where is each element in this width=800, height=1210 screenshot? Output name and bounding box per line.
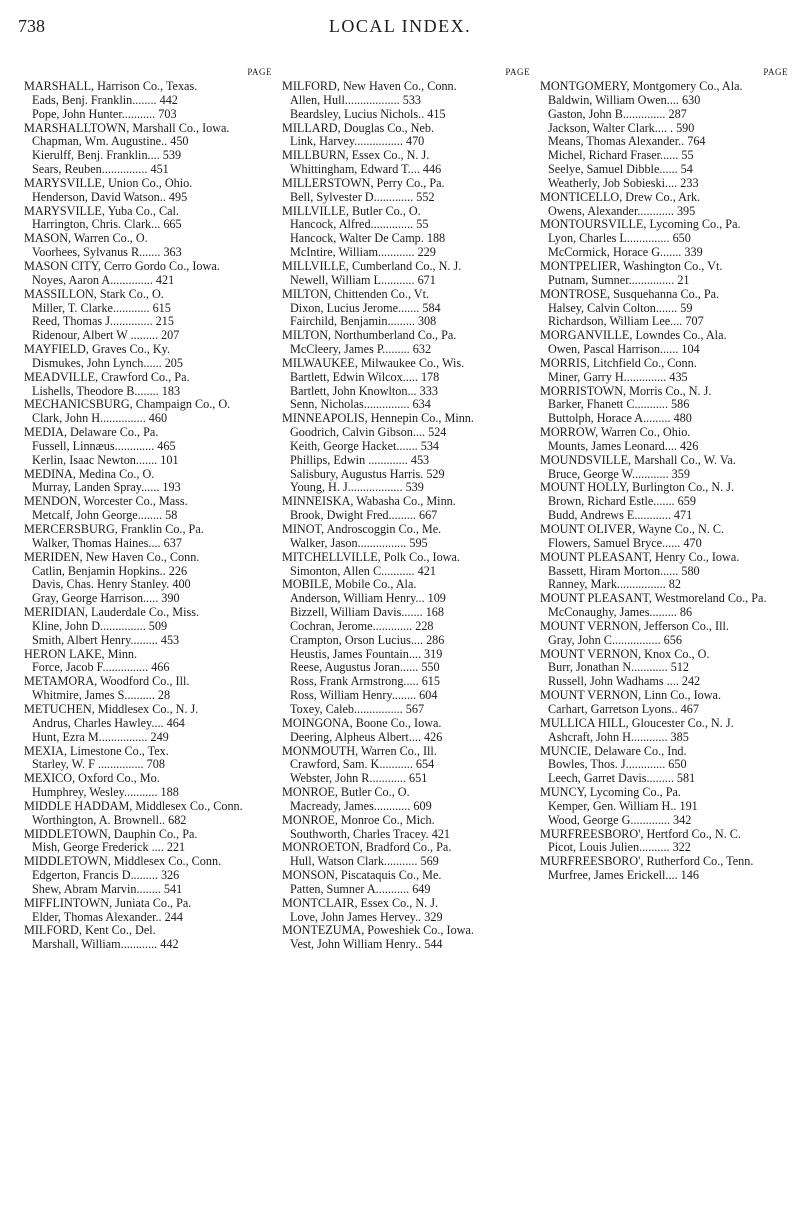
index-entry: Kierulff, Benj. Franklin.... 539 <box>32 148 182 163</box>
index-entry: Pope, John Hunter........... 703 <box>32 106 177 121</box>
index-entry: Gray, John C................ 656 <box>548 632 682 647</box>
index-entry: Dismukes, John Lynch...... 205 <box>32 355 183 370</box>
place-heading: MARSHALL, Harrison Co., Texas. <box>24 79 198 93</box>
place-heading: MEADVILLE, Crawford Co., Pa. <box>24 369 190 384</box>
place-heading: MOBILE, Mobile Co., Ala. <box>282 577 417 592</box>
index-entry: Picot, Louis Julien.......... 322 <box>548 840 691 855</box>
index-entry: Marshall, William............ 442 <box>32 937 179 952</box>
index-entry: Henderson, David Watson.. 495 <box>32 189 188 204</box>
index-entry: Clark, John H............... 460 <box>32 411 168 426</box>
index-entry: Macready, James............ 609 <box>290 798 432 813</box>
place-heading: MIDDLETOWN, Middlesex Co., Conn. <box>24 854 222 869</box>
index-entry: Bassett, Hiram Morton...... 580 <box>548 563 700 578</box>
place-heading: MILLBURN, Essex Co., N. J. <box>282 148 430 163</box>
index-entry: Means, Thomas Alexander.. 764 <box>548 134 706 149</box>
place-heading: MERIDEN, New Haven Co., Conn. <box>24 549 200 564</box>
place-heading: MASSILLON, Stark Co., O. <box>24 286 164 301</box>
index-entry: Metcalf, John George........ 58 <box>32 508 178 523</box>
index-entry: Humphrey, Wesley........... 188 <box>32 785 179 800</box>
column-heading: PAGE <box>247 67 272 77</box>
index-entry: Brown, Richard Estle....... 659 <box>548 494 696 509</box>
place-heading: MILTON, Northumberland Co., Pa. <box>282 328 457 343</box>
index-entry: McIntire, William............ 229 <box>290 245 436 260</box>
index-entry: Keith, George Hacket....... 534 <box>290 438 440 453</box>
index-entry: Putnam, Sumner............... 21 <box>548 272 690 287</box>
place-heading: MOUNT PLEASANT, Westmoreland Co., Pa. <box>540 591 767 606</box>
place-heading: MILLERSTOWN, Perry Co., Pa. <box>282 175 445 190</box>
place-heading: MORRISTOWN, Morris Co., N. J. <box>540 383 712 398</box>
column-heading: PAGE <box>763 67 788 77</box>
index-entry: Hancock, Alfred.............. 55 <box>290 217 429 232</box>
place-heading: MONTPELIER, Washington Co., Vt. <box>540 258 723 273</box>
index-entry: Hull, Watson Clark........... 569 <box>290 854 439 869</box>
index-column-2 <box>282 67 530 952</box>
index-entry: Carhart, Garretson Lyons.. 467 <box>548 701 699 716</box>
place-heading: MITCHELLVILLE, Polk Co., Iowa. <box>282 549 460 564</box>
index-entry: McCormick, Horace G....... 339 <box>548 245 703 260</box>
index-entry: Lishells, Theodore B........ 183 <box>32 383 181 398</box>
place-heading: MONROE, Monroe Co., Mich. <box>282 812 435 827</box>
index-entry: Worthington, A. Brownell.. 682 <box>32 812 187 827</box>
index-entry: Edgerton, Francis D......... 326 <box>32 868 180 883</box>
index-entry: Ross, Frank Armstrong..... 615 <box>290 674 440 689</box>
index-entry: Richardson, William Lee.... 707 <box>548 314 704 329</box>
index-entry: Senn, Nicholas............... 634 <box>290 397 431 412</box>
place-heading: MILFORD, New Haven Co., Conn. <box>282 79 457 93</box>
index-entry: Harrington, Chris. Clark... 665 <box>32 217 182 232</box>
index-entry: Starley, W. F ............... 708 <box>32 757 165 772</box>
index-entry: Young, H. J.................. 539 <box>290 480 424 495</box>
index-column-3 <box>540 67 788 883</box>
place-heading: MOUNT VERNON, Knox Co., O. <box>540 646 710 661</box>
index-entry: Murfree, James Erickell.... 146 <box>548 868 699 883</box>
index-entry: Bartlett, John Knowlton... 333 <box>290 383 438 398</box>
index-entry: Crampton, Orson Lucius.... 286 <box>290 632 445 647</box>
place-heading: MORGANVILLE, Lowndes Co., Ala. <box>540 328 727 343</box>
index-entry: Halsey, Calvin Colton....... 59 <box>548 300 693 315</box>
index-entry: Bruce, George W............ 359 <box>548 466 690 481</box>
place-heading: MONTOURSVILLE, Lycoming Co., Pa. <box>540 217 741 232</box>
index-entry: Miner, Garry H.............. 435 <box>548 369 688 384</box>
place-heading: MONTGOMERY, Montgomery Co., Ala. <box>540 79 743 93</box>
index-entry: Goodrich, Calvin Gibson.... 524 <box>290 425 447 440</box>
index-entry: Bell, Sylvester D............. 552 <box>290 189 435 204</box>
place-heading: MOINGONA, Boone Co., Iowa. <box>282 715 442 730</box>
index-entry: Chapman, Wm. Augustine.. 450 <box>32 134 189 149</box>
place-heading: MEDIA, Delaware Co., Pa. <box>24 425 159 440</box>
place-heading: MORRIS, Litchfield Co., Conn. <box>540 355 697 370</box>
place-heading: MILFORD, Kent Co., Del. <box>24 923 156 938</box>
place-heading: MONSON, Piscataquis Co., Me. <box>282 868 442 883</box>
place-heading: MEXICO, Oxford Co., Mo. <box>24 771 160 786</box>
column-heading: PAGE <box>505 67 530 77</box>
index-entry: Whittingham, Edward T.... 446 <box>290 162 442 177</box>
place-heading: MONTICELLO, Drew Co., Ark. <box>540 189 701 204</box>
index-entry: Ridenour, Albert W ......... 207 <box>32 328 180 343</box>
index-entry: Cochran, Jerome............. 228 <box>290 618 434 633</box>
index-entry: Newell, William L........... 671 <box>290 272 436 287</box>
place-heading: MERIDIAN, Lauderdale Co., Miss. <box>24 605 199 620</box>
place-heading: MAYFIELD, Graves Co., Ky. <box>24 342 171 357</box>
index-column-1 <box>24 67 272 952</box>
place-heading: MIFFLINTOWN, Juniata Co., Pa. <box>24 895 192 910</box>
place-heading: MIDDLETOWN, Dauphin Co., Pa. <box>24 826 198 841</box>
running-head: LOCAL INDEX. <box>328 16 472 36</box>
place-heading: MARSHALLTOWN, Marshall Co., Iowa. <box>24 120 230 135</box>
place-heading: MECHANICSBURG, Champaign Co., O. <box>24 397 231 412</box>
index-entry: Webster, John R............ 651 <box>290 771 428 786</box>
place-heading: MOUNDSVILLE, Marshall Co., W. Va. <box>540 452 736 467</box>
index-entry: Murray, Landen Spray...... 193 <box>32 480 181 495</box>
place-heading: MEDINA, Medina Co., O. <box>24 466 155 481</box>
place-heading: MEXIA, Limestone Co., Tex. <box>24 743 169 758</box>
index-entry: Force, Jacob F............... 466 <box>32 660 170 675</box>
index-entry: Gaston, John B.............. 287 <box>548 106 687 121</box>
place-heading: MILWAUKEE, Milwaukee Co., Wis. <box>282 355 465 370</box>
place-heading: MUNCIE, Delaware Co., Ind. <box>540 743 687 758</box>
place-heading: MERCERSBURG, Franklin Co., Pa. <box>24 522 204 536</box>
index-entry: Anderson, William Henry... 109 <box>290 591 446 606</box>
index-entry: Russell, John Wadhams .... 242 <box>548 674 701 689</box>
index-entry: Kline, John D............... 509 <box>32 618 168 633</box>
index-entry: McCleery, James P......... 632 <box>290 342 432 357</box>
place-heading: MASON, Warren Co., O. <box>24 231 148 246</box>
index-entry: Ashcraft, John H............ 385 <box>548 729 689 744</box>
place-heading: METUCHEN, Middlesex Co., N. J. <box>24 701 199 716</box>
index-entry: Leech, Garret Davis......... 581 <box>548 771 696 786</box>
index-entry: Hunt, Ezra M................ 249 <box>32 729 169 744</box>
place-heading: MULLICA HILL, Gloucester Co., N. J. <box>540 715 734 730</box>
index-entry: Seelye, Samuel Dibble...... 54 <box>548 162 693 177</box>
index-entry: Davis, Chas. Henry Stanley. 400 <box>32 577 191 592</box>
index-entry: Barker, Fhanett C........... 586 <box>548 397 690 412</box>
index-entry: Voorhees, Sylvanus R....... 363 <box>32 245 182 260</box>
index-entry: Crawford, Sam. K........... 654 <box>290 757 435 772</box>
index-entry: Gray, George Harrison..... 390 <box>32 591 180 606</box>
index-entry: Budd, Andrews E............ 471 <box>548 508 693 523</box>
index-entry: Fairchild, Benjamin......... 308 <box>290 314 437 329</box>
index-entry: Heustis, James Fountain.... 319 <box>290 646 443 661</box>
index-entry: Kemper, Gen. William H.. 191 <box>548 798 698 813</box>
place-heading: MILTON, Chittenden Co., Vt. <box>282 286 430 301</box>
index-entry: Walker, Thomas Haines.... 637 <box>32 535 182 550</box>
index-entry: Deering, Alpheus Albert.... 426 <box>290 729 443 744</box>
place-heading: MASON CITY, Cerro Gordo Co., Iowa. <box>24 258 220 273</box>
index-entry: Miller, T. Clarke............ 615 <box>32 300 171 315</box>
index-entry: Beardsley, Lucius Nichols.. 415 <box>290 106 446 121</box>
index-entry: Link, Harvey................ 470 <box>290 134 425 149</box>
index-entry: McConaughy, James......... 86 <box>548 605 693 620</box>
place-heading: MILLARD, Douglas Co., Neb. <box>282 120 434 135</box>
place-heading: HERON LAKE, Minn. <box>24 646 138 661</box>
place-heading: MOUNT OLIVER, Wayne Co., N. C. <box>540 522 725 536</box>
index-entry: Mounts, James Leonard.... 426 <box>548 438 699 453</box>
index-entry: Whitmire, James S.......... 28 <box>32 688 171 703</box>
index-entry: Dixon, Lucius Jerome....... 584 <box>290 300 441 315</box>
index-entry: Noyes, Aaron A.............. 421 <box>32 272 175 287</box>
index-entry: Owen, Pascal Harrison...... 104 <box>548 342 700 357</box>
place-heading: MINOT, Androscoggin Co., Me. <box>282 522 442 536</box>
place-heading: MARYSVILLE, Union Co., Ohio. <box>24 175 193 190</box>
index-entry: Buttolph, Horace A......... 480 <box>548 411 692 426</box>
index-entry: Reese, Augustus Joran...... 550 <box>290 660 440 675</box>
place-heading: MONROETON, Bradford Co., Pa. <box>282 840 452 855</box>
place-heading: MONTEZUMA, Poweshiek Co., Iowa. <box>282 923 474 938</box>
index-entry: Brook, Dwight Fred......... 667 <box>290 508 438 523</box>
place-heading: MILLVILLE, Cumberland Co., N. J. <box>282 258 462 273</box>
place-heading: MENDON, Worcester Co., Mass. <box>24 494 188 509</box>
index-entry: Mish, George Frederick .... 221 <box>32 840 186 855</box>
index-entry: Bowles, Thos. J............. 650 <box>548 757 687 772</box>
index-entry: Weatherly, Job Sobieski.... 233 <box>548 175 699 190</box>
index-entry: Hancock, Walter De Camp. 188 <box>290 231 446 246</box>
index-entry: Eads, Benj. Franklin........ 442 <box>32 92 178 107</box>
index-entry: Ross, William Henry........ 604 <box>290 688 438 703</box>
index-entry: Bizzell, William Davis....... 168 <box>290 605 444 620</box>
index-entry: Ranney, Mark................ 82 <box>548 577 681 592</box>
place-heading: MARYSVILLE, Yuba Co., Cal. <box>24 203 179 218</box>
index-entry: Michel, Richard Fraser...... 55 <box>548 148 694 163</box>
place-heading: MURFREESBORO', Hertford Co., N. C. <box>540 826 741 841</box>
place-heading: MOUNT HOLLY, Burlington Co., N. J. <box>540 480 735 495</box>
place-heading: MIDDLE HADDAM, Middlesex Co., Conn. <box>24 798 243 813</box>
index-entry: Flowers, Samuel Bryce...... 470 <box>548 535 702 550</box>
page-number: 738 <box>18 16 45 36</box>
place-heading: MONMOUTH, Warren Co., Ill. <box>282 743 437 758</box>
index-entry: Southworth, Charles Tracey. 421 <box>290 826 451 841</box>
place-heading: MUNCY, Lycoming Co., Pa. <box>540 785 681 800</box>
index-entry: Sears, Reuben............... 451 <box>32 162 169 177</box>
place-heading: MONTROSE, Susquehanna Co., Pa. <box>540 286 720 301</box>
index-entry: Allen, Hull.................. 533 <box>290 92 422 107</box>
index-entry: Owens, Alexander............ 395 <box>548 203 696 218</box>
index-entry: Kerlin, Isaac Newton....... 101 <box>32 452 179 467</box>
place-heading: MINNEAPOLIS, Hennepin Co., Minn. <box>282 411 474 426</box>
index-entry: Shew, Abram Marvin........ 541 <box>32 881 183 896</box>
index-entry: Reed, Thomas J.............. 215 <box>32 314 174 329</box>
index-entry: Baldwin, William Owen.... 630 <box>548 92 701 107</box>
place-heading: MONROE, Butler Co., O. <box>282 785 410 800</box>
index-entry: Burr, Jonathan N............ 512 <box>548 660 690 675</box>
index-entry: Andrus, Charles Hawley.... 464 <box>32 715 185 730</box>
index-entry: Simonton, Allen C........... 421 <box>290 563 436 578</box>
index-entry: Catlin, Benjamin Hopkins.. 226 <box>32 563 188 578</box>
place-heading: MURFREESBORO', Rutherford Co., Tenn. <box>540 854 754 869</box>
index-entry: Elder, Thomas Alexander.. 244 <box>32 909 183 924</box>
place-heading: MOUNT VERNON, Linn Co., Iowa. <box>540 688 722 703</box>
index-entry: Lyon, Charles L.............. 650 <box>548 231 691 246</box>
index-entry: Jackson, Walter Clark.... . 590 <box>548 120 695 135</box>
place-heading: MORROW, Warren Co., Ohio. <box>540 425 691 440</box>
index-entry: Phillips, Edwin ............. 453 <box>290 452 430 467</box>
place-heading: MILLVILLE, Butler Co., O. <box>282 203 421 218</box>
index-entry: Walker, Jason................ 595 <box>290 535 428 550</box>
index-entry: Bartlett, Edwin Wilcox..... 178 <box>290 369 440 384</box>
index-entry: Smith, Albert Henry......... 453 <box>32 632 180 647</box>
index-entry: Love, John James Hervey.. 329 <box>290 909 443 924</box>
index-entry: Wood, George G............. 342 <box>548 812 692 827</box>
index-entry: Salisbury, Augustus Harris. 529 <box>290 466 445 481</box>
index-entry: Vest, John William Henry.. 544 <box>290 937 443 952</box>
index-entry: Toxey, Caleb................ 567 <box>290 701 425 716</box>
place-heading: MINNEISKA, Wabasha Co., Minn. <box>282 494 456 509</box>
index-entry: Patten, Sumner A........... 649 <box>290 881 431 896</box>
place-heading: MOUNT VERNON, Jefferson Co., Ill. <box>540 618 729 633</box>
place-heading: MOUNT PLEASANT, Henry Co., Iowa. <box>540 549 740 564</box>
place-heading: METAMORA, Woodford Co., Ill. <box>24 674 190 689</box>
place-heading: MONTCLAIR, Essex Co., N. J. <box>282 895 439 910</box>
index-entry: Fussell, Linnæus............. 465 <box>32 438 176 453</box>
